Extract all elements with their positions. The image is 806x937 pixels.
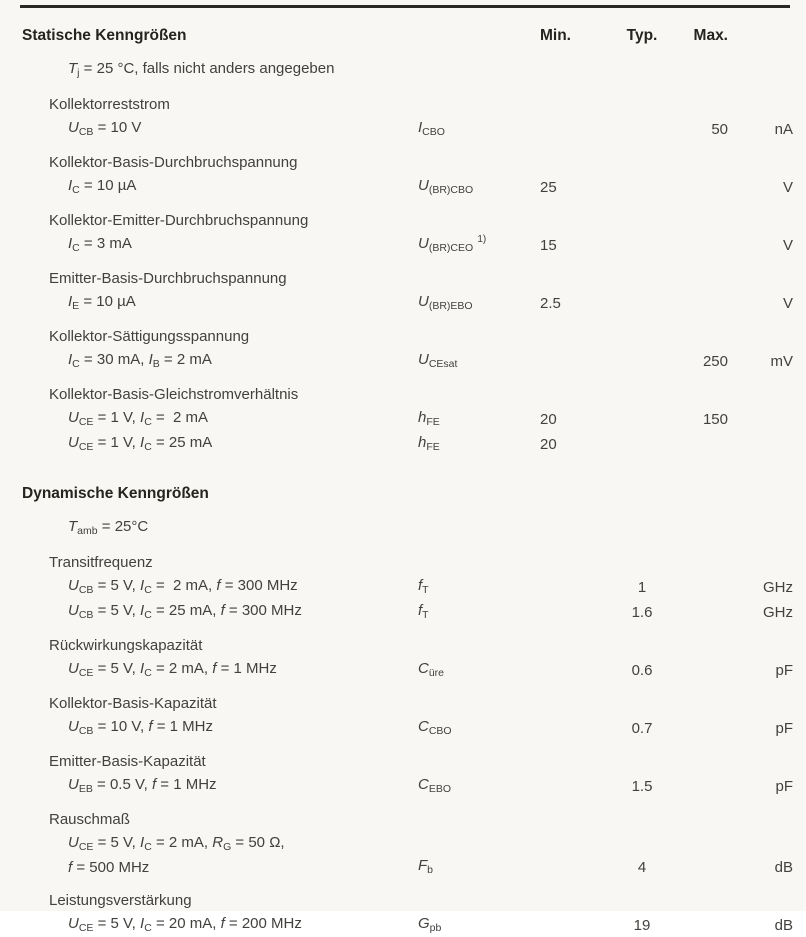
min-value: 2.5 [540,295,561,312]
parameter-row [22,348,793,373]
parameter-row [22,657,793,682]
section-title: Dynamische Kenngrößen [22,485,209,502]
unit-cell: GHz [763,604,793,621]
condition-cell [22,657,418,682]
parameter-group-name: Rauschmaß [49,811,130,828]
min-value: 25 [540,179,557,196]
unit-cell: mV [770,353,793,370]
unit-cell: dB [774,859,793,876]
column-header-max: Max. [693,27,728,44]
typ-value: 4 [637,859,647,876]
condition-line: $U_{CB} = 5$ V, $I_C = 25$ mA, f = 300 MHz [68,602,302,621]
condition-line: $U_{CB} = 10$ V, f = 1 MHz [68,718,213,737]
typ-value: 0.6 [631,662,653,679]
test-condition-note: $T_{amb} = 25^\circ C$ [68,518,149,537]
column-header-typ: Typ. [626,27,658,44]
parameter-group [22,325,793,373]
typ-value: 1.5 [631,778,653,795]
max-value: 250 [702,353,728,370]
condition-line: $U_{CE} = 1$ V, $I_C = 25$ mA [68,434,213,453]
min-value: 15 [540,237,557,254]
parameter-group [22,383,793,456]
parameter-row [22,715,793,740]
characteristics-table [22,26,793,937]
min-value: 20 [540,436,557,453]
parameter-group [22,93,793,141]
symbol-cell: $C_{CBO}$ [418,718,452,737]
symbol-cell: $U_{(BR)EBO}$ [418,293,473,312]
unit-cell: V [782,237,793,254]
symbol-cell: $f_T$ [418,577,429,596]
parameter-group [22,889,793,937]
parameter-group [22,750,793,798]
condition-cell [22,348,418,373]
condition-line: $U_{CE} = 5$ V, $I_C = 20$ mA, f = 200 MHz [68,915,302,934]
symbol-cell: $C_{üre}$ [418,660,445,679]
condition-line: $U_{CB} = 10$ V [68,119,142,138]
parameter-row [22,431,793,456]
top-rule [20,5,790,8]
condition-cell [22,574,418,599]
parameter-groups [22,93,793,456]
characteristics-section [22,484,793,937]
parameter-row [22,290,793,315]
characteristics-section [22,26,793,456]
condition-cell [22,290,418,315]
parameter-group-name: Kollektor-Basis-Gleichstromverhältnis [49,386,299,403]
symbol-cell: $h_{FE}$ [418,409,440,428]
parameter-group [22,151,793,199]
unit-cell: pF [775,778,793,795]
condition-cell [22,773,418,798]
parameter-group-name: Transitfrequenz [49,554,153,571]
unit-cell: V [782,295,793,312]
parameter-group-name: Emitter-Basis-Kapazität [49,753,206,770]
typ-value: 1.6 [631,604,653,621]
column-header-min: Min. [540,27,571,44]
parameter-groups [22,551,793,937]
condition-line: f = 500 MHz [68,859,150,876]
parameter-row [22,116,793,141]
unit-cell: nA [774,121,793,138]
parameter-row [22,831,793,879]
symbol-cell: $U_{(BR)CBO}$ [418,177,474,196]
parameter-group [22,267,793,315]
max-value: 50 [711,121,728,138]
parameter-group [22,209,793,257]
parameter-row [22,174,793,199]
typ-value: 19 [633,917,651,934]
symbol-cell: $h_{FE}$ [418,434,440,453]
parameter-row [22,232,793,257]
symbol-cell: $G_{pb}$ [418,915,442,934]
symbol-cell: $f_T$ [418,602,429,621]
section-title: Statische Kenngrößen [22,27,187,44]
parameter-row [22,912,793,937]
parameter-row [22,599,793,624]
condition-cell [22,116,418,141]
condition-line: $U_{EB} = 0.5$ V, f = 1 MHz [68,776,217,795]
typ-value: 1 [637,579,647,596]
parameter-group [22,551,793,624]
parameter-group-name: Kollektorreststrom [49,96,170,113]
condition-line: $U_{CE} = 1$ V, $I_C = 2$ mA [68,409,209,428]
parameter-group [22,634,793,682]
parameter-group-name: Kollektor-Basis-Durchbruchspannung [49,154,298,171]
symbol-cell: $I_{CBO}$ [418,119,445,138]
section-header-row [22,484,793,503]
parameter-group-name: Rückwirkungskapazität [49,637,203,654]
unit-cell: pF [775,662,793,679]
parameter-row [22,773,793,798]
parameter-group-name: Emitter-Basis-Durchbruchspannung [49,270,287,287]
typ-value: 0.7 [631,720,653,737]
symbol-cell: $U_{CEsat}$ [418,351,458,370]
condition-cell [22,831,418,879]
condition-line: $I_C = 10$ µA [68,177,137,196]
min-value: 20 [540,411,557,428]
condition-line: $U_{CB} = 5$ V, $I_C = 2$ mA, f = 300 MHz [68,577,298,596]
condition-cell [22,174,418,199]
unit-cell: pF [775,720,793,737]
condition-line: $U_{CE} = 5$ V, $I_C = 2$ mA, f = 1 MHz [68,660,277,679]
unit-cell: V [782,179,793,196]
parameter-group-name: Kollektor-Sättigungsspannung [49,328,250,345]
symbol-cell: $U_{(BR)CEO}$ $^{1)}$ [418,234,487,254]
symbol-cell: $C_{EBO}$ [418,776,452,795]
condition-cell [22,406,418,431]
parameter-group [22,808,793,879]
parameter-row [22,406,793,431]
parameter-group-name: Leistungsverstärkung [49,892,192,909]
condition-line: $I_C = 30$ mA, $I_B = 2$ mA [68,351,212,370]
parameter-group [22,692,793,740]
parameter-group-name: Kollektor-Emitter-Durchbruchspannung [49,212,309,229]
condition-line: $U_{CE} = 5$ V, $I_C = 2$ mA, $R_G = 50$ Ω, [68,834,285,853]
unit-cell: GHz [763,579,793,596]
symbol-cell: $F_b$ [418,857,434,876]
section-header-row [22,26,793,45]
unit-cell: dB [774,917,793,934]
test-condition-note: $T_j = 25$ °C, falls nicht anders angegeben [68,60,335,79]
condition-line: $I_C = 3$ mA [68,235,132,254]
parameter-row [22,574,793,599]
condition-line: $I_E = 10$ µA [68,293,136,312]
parameter-group-name: Kollektor-Basis-Kapazität [49,695,217,712]
condition-cell [22,599,418,624]
condition-cell [22,431,418,456]
condition-cell [22,232,418,257]
condition-cell [22,715,418,740]
max-value: 150 [702,411,728,428]
condition-cell [22,912,418,937]
